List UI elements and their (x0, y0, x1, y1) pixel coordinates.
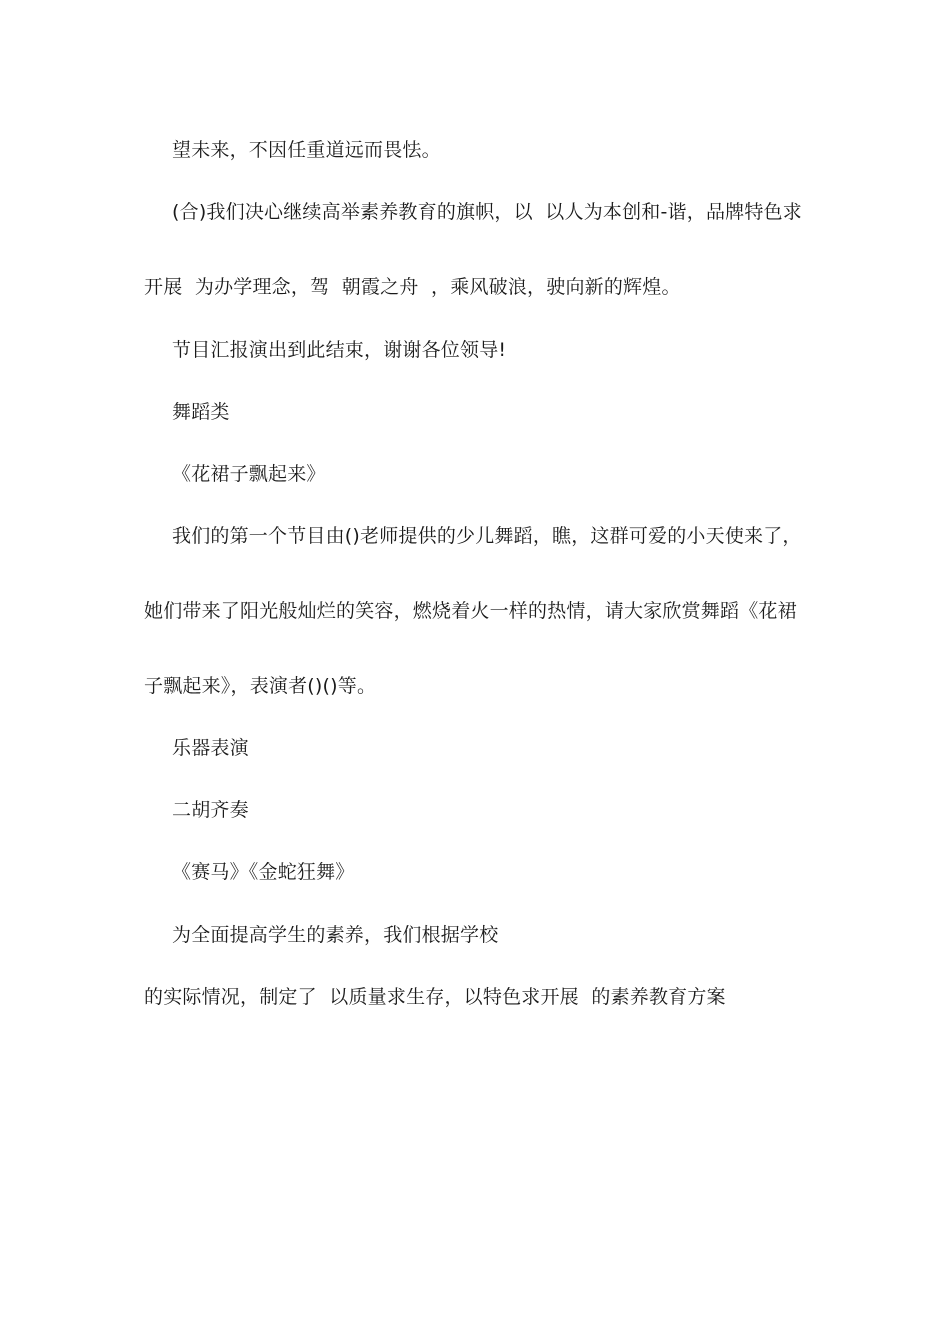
paragraph-line: 望未来，不因任重道远而畏怯。 (172, 139, 441, 161)
section-heading: 乐器表演 (172, 737, 249, 759)
paragraph-line: 的实际情况，制定了 以质量求生存，以特色求开展 的素养教育方案 (144, 986, 726, 1008)
section-heading: 舞蹈类 (172, 401, 230, 423)
paragraph-line: (合)我们决心继续高举素养教育的旗帜，以 以人为本创和-谐，品牌特色求 (172, 201, 802, 223)
program-title: 《花裙子飘起来》 (172, 463, 326, 485)
paragraph-line: 我们的第一个节目由()老师提供的少儿舞蹈，瞧，这群可爱的小天使来了， (172, 525, 802, 547)
paragraph-line: 子飘起来》，表演者()()等。 (144, 675, 377, 697)
section-subheading: 二胡齐奏 (172, 799, 249, 821)
paragraph-line: 节目汇报演出到此结束，谢谢各位领导! (172, 339, 507, 361)
paragraph-line: 开展 为办学理念，驾 朝霞之舟 ，乘风破浪，驶向新的辉煌。 (144, 276, 681, 298)
paragraph-line: 她们带来了阳光般灿烂的笑容，燃烧着火一样的热情，请大家欣赏舞蹈《花裙 (144, 600, 797, 622)
program-title: 《赛马》《金蛇狂舞》 (172, 861, 355, 883)
paragraph-line: 为全面提高学生的素养，我们根据学校 (172, 924, 499, 946)
